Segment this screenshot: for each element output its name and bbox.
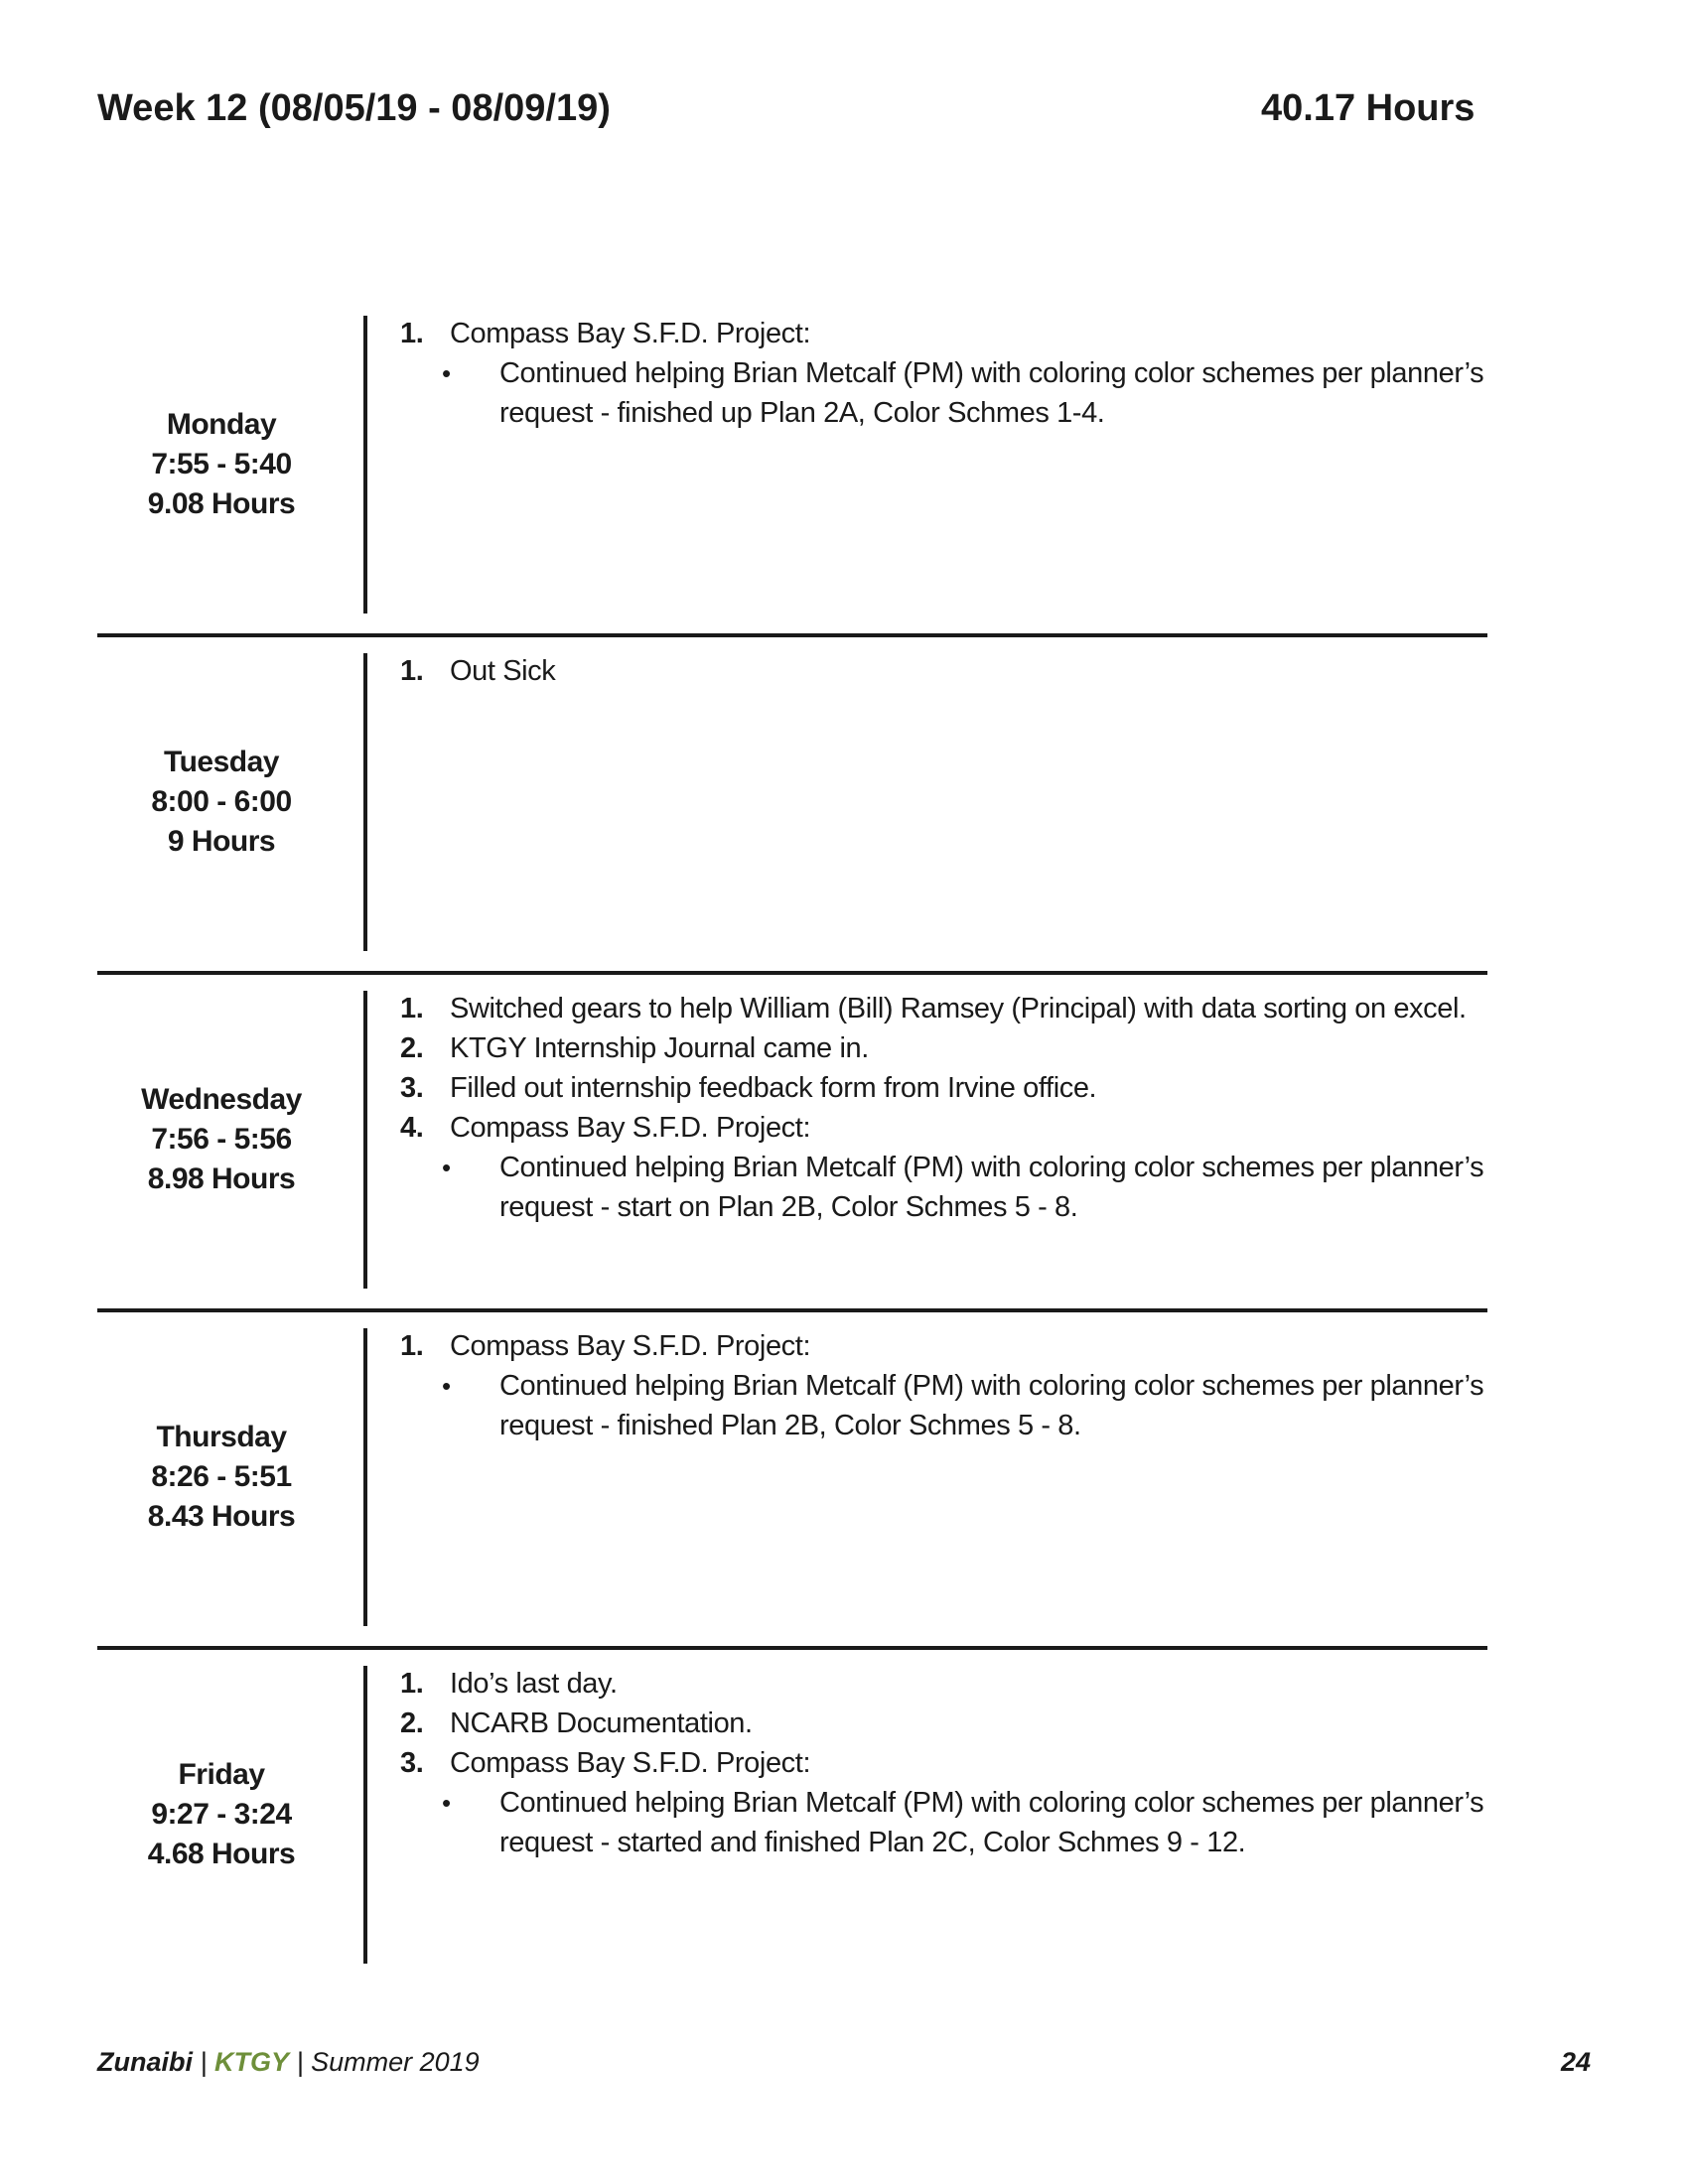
task-number: 2. — [400, 1032, 424, 1064]
task-subitem — [400, 353, 1492, 433]
task-text: Compass Bay S.F.D. Project: — [450, 1112, 811, 1144]
day-section-tuesday — [97, 653, 1487, 991]
vertical-divider — [363, 316, 367, 614]
task-text: Ido’s last day. — [450, 1668, 618, 1700]
task-subitem — [400, 1783, 1492, 1862]
task-subitem — [400, 1366, 1492, 1445]
task-list — [400, 1326, 1492, 1445]
task-number: 2. — [400, 1707, 424, 1739]
bullet-icon: • — [442, 358, 451, 388]
day-time-range: 7:56 - 5:56 — [151, 1123, 292, 1156]
task-list — [400, 651, 1492, 691]
day-summary — [97, 991, 346, 1289]
bullet-icon: • — [442, 1788, 451, 1818]
task-number: 3. — [400, 1072, 424, 1104]
vertical-divider — [363, 653, 367, 951]
horizontal-divider — [97, 1308, 1487, 1312]
day-name: Tuesday — [164, 746, 279, 778]
task-item — [400, 1028, 1492, 1068]
task-text: Compass Bay S.F.D. Project: — [450, 1747, 811, 1779]
horizontal-divider — [97, 1646, 1487, 1650]
task-number: 1. — [400, 1668, 424, 1700]
task-number: 1. — [400, 1330, 424, 1362]
task-item — [400, 314, 1492, 353]
task-text: Switched gears to help William (Bill) Ramsey (Principal) with data sorting on excel. — [450, 993, 1467, 1024]
task-text: Filled out internship feedback form from Irvine office. — [450, 1072, 1097, 1104]
day-section-wednesday — [97, 991, 1487, 1328]
day-section-monday — [97, 316, 1487, 653]
task-item — [400, 1743, 1492, 1783]
day-summary — [97, 1328, 346, 1626]
task-item — [400, 1068, 1492, 1108]
task-list — [400, 314, 1492, 433]
task-list — [400, 1664, 1492, 1862]
task-item — [400, 651, 1492, 691]
footer-separator: | — [296, 2047, 304, 2077]
vertical-divider — [363, 1666, 367, 1964]
horizontal-divider — [97, 633, 1487, 637]
task-text: Compass Bay S.F.D. Project: — [450, 318, 811, 349]
task-subitem-text: Continued helping Brian Metcalf (PM) with coloring color schemes per planner’s request - finished up Plan 2A, Color Schmes 1-4. — [499, 357, 1484, 429]
task-list — [400, 989, 1492, 1227]
task-subitem — [400, 1148, 1492, 1227]
day-name: Friday — [178, 1758, 265, 1791]
day-summary — [97, 316, 346, 614]
footer-separator: | — [200, 2047, 208, 2077]
task-subitem-text: Continued helping Brian Metcalf (PM) with coloring color schemes per planner’s request - start on Plan 2B, Color Schmes 5 - 8. — [499, 1152, 1484, 1223]
day-time-range: 9:27 - 3:24 — [151, 1798, 292, 1831]
footer-company: KTGY — [214, 2047, 290, 2077]
bullet-icon: • — [442, 1153, 451, 1182]
task-item — [400, 1704, 1492, 1743]
task-number: 1. — [400, 655, 424, 687]
week-title: Week 12 (08/05/19 - 08/09/19) — [97, 87, 611, 129]
day-name: Wednesday — [141, 1083, 302, 1116]
horizontal-divider — [97, 971, 1487, 975]
vertical-divider — [363, 1328, 367, 1626]
task-text: Out Sick — [450, 655, 556, 687]
task-number: 4. — [400, 1112, 424, 1144]
task-subitem-text: Continued helping Brian Metcalf (PM) with coloring color schemes per planner’s request - finished Plan 2B, Color Schmes 5 - 8. — [499, 1370, 1484, 1441]
day-hours: 4.68 Hours — [147, 1838, 296, 1870]
day-hours: 9.08 Hours — [147, 487, 296, 520]
day-time-range: 7:55 - 5:40 — [151, 448, 292, 480]
day-time-range: 8:26 - 5:51 — [151, 1460, 292, 1493]
task-item — [400, 1664, 1492, 1704]
vertical-divider — [363, 991, 367, 1289]
day-hours: 8.98 Hours — [147, 1162, 296, 1195]
footer — [97, 2047, 480, 2078]
day-name: Thursday — [156, 1421, 287, 1453]
day-summary — [97, 1666, 346, 1964]
day-section-thursday — [97, 1328, 1487, 1666]
task-item — [400, 1326, 1492, 1366]
task-text: Compass Bay S.F.D. Project: — [450, 1330, 811, 1362]
day-summary — [97, 653, 346, 951]
task-number: 3. — [400, 1747, 424, 1779]
task-text: NCARB Documentation. — [450, 1707, 753, 1739]
task-item — [400, 989, 1492, 1028]
day-hours: 9 Hours — [167, 825, 276, 858]
day-time-range: 8:00 - 6:00 — [151, 785, 292, 818]
day-hours: 8.43 Hours — [147, 1500, 296, 1533]
footer-author: Zunaibi — [97, 2047, 193, 2077]
bullet-icon: • — [442, 1371, 451, 1401]
page-number: 24 — [1561, 2047, 1592, 2077]
task-item — [400, 1108, 1492, 1148]
task-number: 1. — [400, 318, 424, 349]
day-name: Monday — [166, 408, 277, 441]
task-text: KTGY Internship Journal came in. — [450, 1032, 869, 1064]
task-number: 1. — [400, 993, 424, 1024]
week-total-hours: 40.17 Hours — [1261, 87, 1476, 129]
day-section-friday — [97, 1666, 1487, 2003]
task-subitem-text: Continued helping Brian Metcalf (PM) with coloring color schemes per planner’s request - started and finished Plan 2C, Color Schmes 9 - 12. — [499, 1787, 1484, 1858]
footer-term: Summer 2019 — [311, 2047, 480, 2077]
